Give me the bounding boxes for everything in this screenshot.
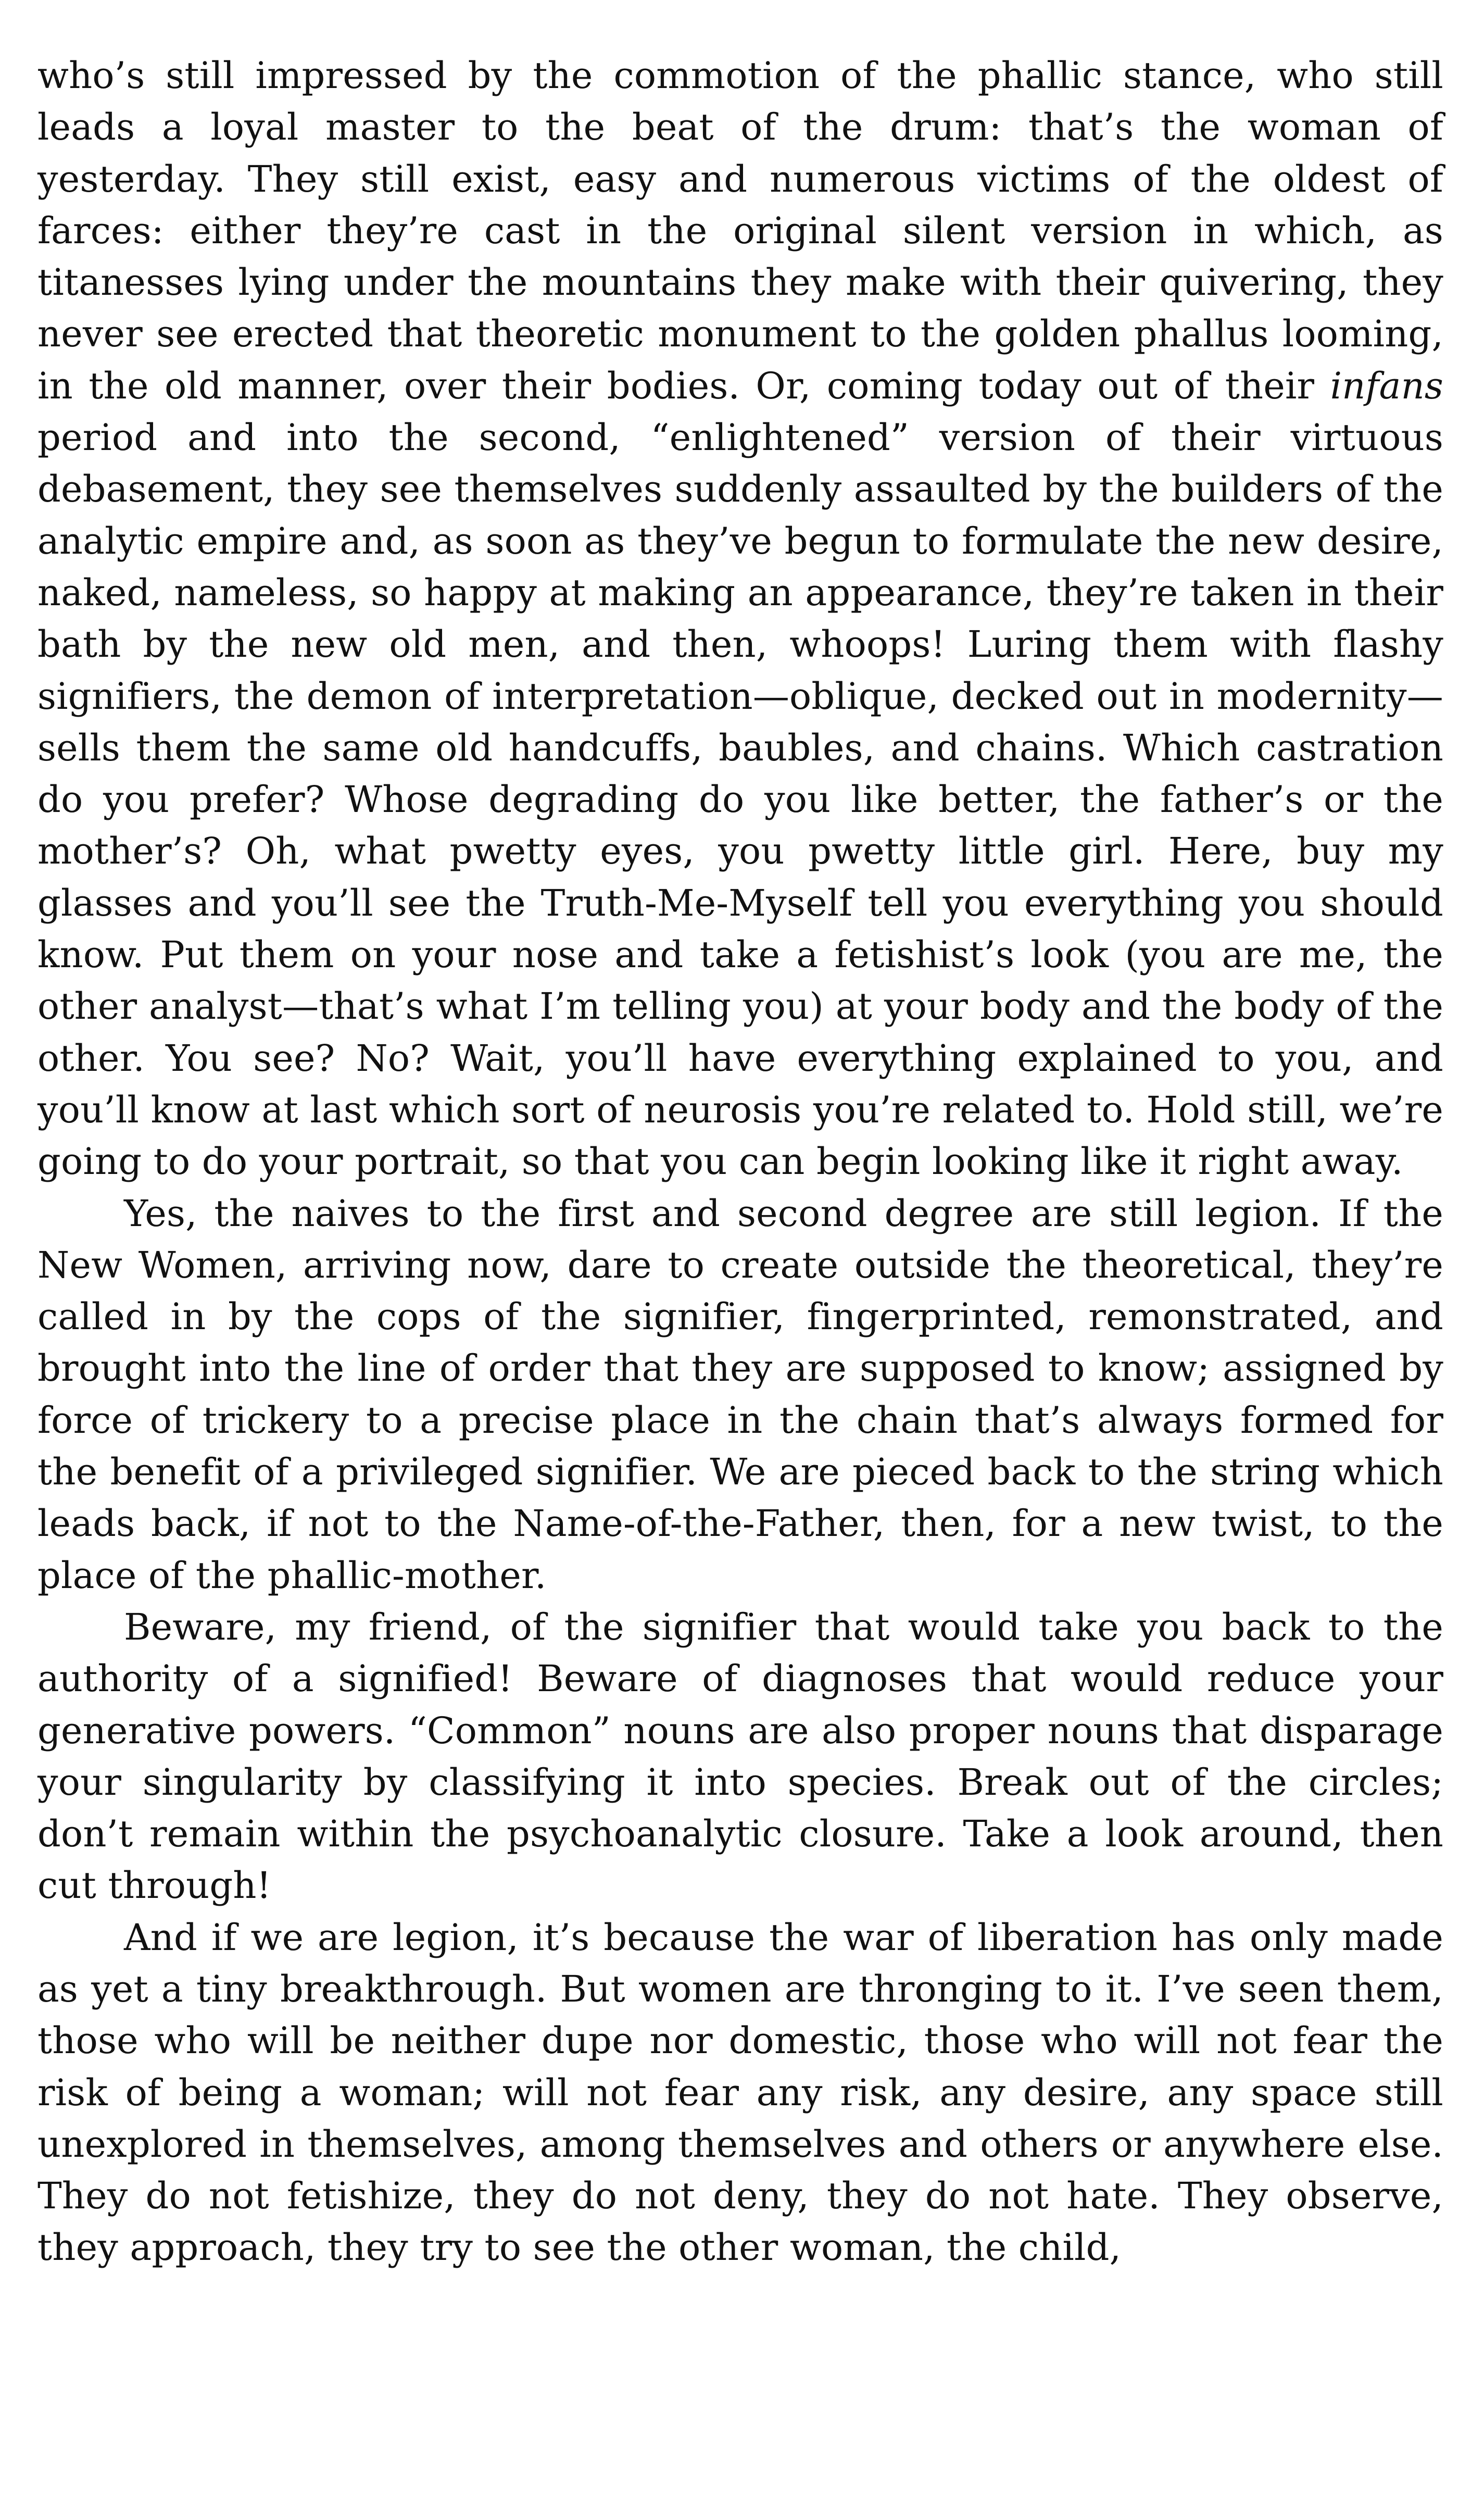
- text-segment: Yes, the naives to the first and second degree are still legion. If the New Women, arriving now, dare to create outside the theoretical, they’re called in by the cops of the signifier, fingerprinted, remonstrated, and brought into the line of order that they are supposed to know; assigned by force of trickery to a precise place in the chain that’s always formed for the benefit of a privileged signifier. We are pieced back to the string which leads back, if not to the Name-of-the-Father, then, for a new twist, to the place of the phallic-mother.: [37, 1192, 1443, 1597]
- text-segment: And if we are legion, it’s because the war of liberation has only made as yet a tiny breakthrough. But women are thronging to it. I’ve seen them, those who will be neither dupe nor domestic, those who will not fear the risk of being a woman; will not fear any risk, any desire, any space still unexplored in themselves, among themselves and others or anywhere else. They do not fetishize, they do not deny, they do not hate. They observe, they approach, they try to see the other woman, the child,: [37, 1916, 1443, 2269]
- text-segment: period and into the second, “enlightened” version of their virtuous debasement, they see themselves suddenly assaulted by the builders of the analytic empire and, as soon as they’ve begun to formulate the new desire, naked, nameless, so happy at making an appearance, they’re taken in their bath by the new old men, and then, whoops! Luring them with flashy signifiers, the demon of interpretation—oblique, decked out in modernity—sells them the same old handcuffs, baubles, and chains. Which castration do you prefer? Whose degrading do you like better, the father’s or the mother’s? Oh, what pwetty eyes, you pwetty little girl. Here, buy my glasses and you’ll see the Truth-Me-Myself tell you everything you should know. Put them on your nose and take a fetishist’s look (you are me, the other analyst—that’s what I’m telling you) at your body and the body of the other. You see? No? Wait, you’ll have everything explained to you, and you’ll know at last which sort of neurosis you’re related to. Hold still, we’re going to do your portrait, so that you can begin looking like it right away.: [37, 416, 1443, 1183]
- text-segment: who’s still impressed by the commotion of the phallic stance, who still leads a loyal master to the beat of the drum: that’s the woman of yesterday. They still exist, easy and numerous victims of the oldest of farces: either they’re cast in the original silent version in which, as titanesses lying under the mountains they make with their quivering, they never see erected that theoretic monument to the golden phallus looming, in the old manner, over their bodies. Or, coming today out of their: [37, 54, 1443, 407]
- paragraph-4: [37, 1912, 1443, 2274]
- body-text: [37, 50, 1443, 2274]
- text-segment: Beware, my friend, of the signifier that would take you back to the authority of a signified! Beware of diagnoses that would reduce your generative powers. “Common” nouns are also proper nouns that disparage your singularity by classifying it into species. Break out of the circles; don’t remain within the psychoanalytic closure. Take a look around, then cut through!: [37, 1605, 1443, 1907]
- paragraph-2: [37, 1188, 1443, 1602]
- paragraph-1: [37, 50, 1443, 1188]
- paragraph-3: [37, 1602, 1443, 1912]
- italic-term-infans: infans: [1330, 364, 1443, 407]
- book-page: [37, 0, 1443, 2500]
